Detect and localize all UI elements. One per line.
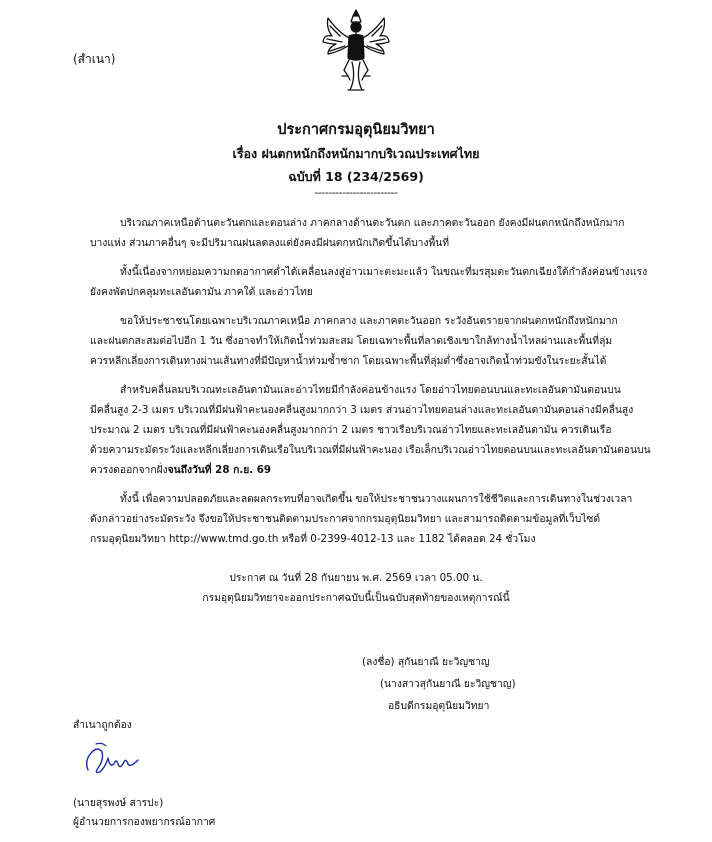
paragraph-line: ทั้งนี้เนื่องจากหย่อมความกดอากาศต่ำได้เคลื่อนลงสู่อ่าวเมาะตะมะแล้ว ในขณะที่มรสุมตะวันตกเฉียงใต้กำลังค่อนข้างแรง [120, 266, 648, 278]
announcement-title: ประกาศกรมอุตุนิยมวิทยา [277, 122, 435, 138]
paragraph-cause [90, 262, 680, 302]
deadline-date: จนถึงวันที่ 28 ก.ย. 69 [167, 464, 272, 476]
paragraph-line: ประมาณ 2 เมตร บริเวณที่มีฝนฟ้าคะนองคลื่นสูงมากกว่า 2 เมตร ชาวเรือบริเวณอ่าวไทยและทะเลอันดามัน ควรเดินเรือ [90, 424, 612, 436]
announce-date: ประกาศ ณ วันที่ 28 กันยายน พ.ศ. 2569 เวลา 05.00 น. [229, 572, 483, 584]
paragraph-line: ควรหลีกเลี่ยงการเดินทางผ่านเส้นทางที่มีปัญหาน้ำท่วมซ้ำซาก โดยเฉพาะพื้นที่ลุ่มต่ำซึ่งอาจเกิดน้ำท่วมขังในระยะสั้นได้ [90, 355, 607, 367]
signatory-signed: (ลงชื่อ) สุกันยาณี ยะวิญชาญ [362, 656, 490, 668]
copy-label: (สำเนา) [73, 52, 116, 66]
paragraph-area-forecast [90, 213, 680, 253]
paragraph-safety [90, 489, 680, 549]
announcement-subject: เรื่อง ฝนตกหนักถึงหนักมากบริเวณประเทศไทย [232, 146, 480, 161]
certified-copy-label: สำเนาถูกต้อง [73, 719, 132, 731]
paragraph-warning [90, 311, 680, 371]
certifier-name: (นายสุรพงษ์ สารปะ) [73, 797, 164, 809]
signatory-position: อธิบดีกรมอุตุนิยมวิทยา [388, 700, 490, 712]
handwritten-signature-icon [82, 740, 140, 780]
paragraph-line: สำหรับคลื่นลมบริเวณทะเลอันดามันและอ่าวไทยมีกำลังค่อนข้างแรง โดยอ่าวไทยตอนบนและทะเลอันดามันตอนบน [120, 384, 621, 396]
issue-number: ฉบับที่ 18 (234/2569) [288, 169, 424, 184]
paragraph-line: ขอให้ประชาชนโดยเฉพาะบริเวณภาคเหนือ ภาคกลาง และภาคตะวันออก ระวังอันตรายจากฝนตกหนักถึงหนักมาก [120, 315, 618, 327]
paragraph-line: ด้วยความระมัดระวังและหลีกเลี่ยงการเดินเรือในบริเวณที่มีฝนฟ้าคะนอง เรือเล็กบริเวณอ่าวไทยตอนบนและทะเลอันดามันตอนบน [90, 444, 651, 456]
signatory-full-name: (นางสาวสุกันยาณี ยะวิญชาญ) [380, 678, 516, 690]
paragraph-line: มีคลื่นสูง 2-3 เมตร บริเวณที่มีฝนฟ้าคะนองคลื่นสูงมากกว่า 3 เมตร ส่วนอ่าวไทยตอนล่างและทะเลอันดามันตอนล่างมีคลื่นสูง [90, 404, 634, 416]
paragraph-line: บางแห่ง ส่วนภาคอื่นๆ จะมีปริมาณฝนลดลงแต่ยังคงมีฝนตกหนักเกิดขึ้นได้บางพื้นที่ [90, 237, 450, 249]
paragraph-line: ยังคงพัดปกคลุมทะเลอันดามัน ภาคใต้ และอ่าวไทย [90, 286, 313, 298]
certifier-position: ผู้อำนวยการกองพยากรณ์อากาศ [73, 816, 216, 828]
announcement-footer [0, 568, 712, 608]
paragraph-line-last [90, 460, 680, 480]
paragraph-line: ดังกล่าวอย่างระมัดระวัง จึงขอให้ประชาชนติดตามประกาศจากกรมอุตุนิยมวิทยา และสามารถติดตามข้อมูลที่เว็บไซต์ [90, 513, 601, 525]
final-note: กรมอุตุนิยมวิทยาจะออกประกาศฉบับนี้เป็นฉบับสุดท้ายของเหตุการณ์นี้ [202, 592, 510, 604]
divider-line: ------------------------ [314, 186, 398, 199]
garuda-emblem-icon [320, 6, 392, 94]
paragraph-line: และฝนตกสะสมต่อไปอีก 1 วัน ซึ่งอาจทำให้เกิดน้ำท่วมสะสม โดยเฉพาะพื้นที่ลาดเชิงเขาใกล้ทางน้ำไหลผ่านและพื้นที่ลุ่ม [90, 335, 613, 347]
paragraph-line: กรมอุตุนิยมวิทยา http://www.tmd.go.th หรือที่ 0-2399-4012-13 และ 1182 ได้ตลอด 24 ชั่วโมง [90, 533, 536, 545]
small-boat-advice: ควรงดออกจากฝั่ง [90, 464, 168, 476]
paragraph-line: ทั้งนี้ เพื่อความปลอดภัยและลดผลกระทบที่อาจเกิดขึ้น ขอให้ประชาชนวางแผนการใช้ชีวิตและการเดินทางในช่วงเวลา [120, 493, 633, 505]
signatory-block [362, 651, 516, 717]
paragraph-line: บริเวณภาคเหนือด้านตะวันตกและตอนล่าง ภาคกลางด้านตะวันตก และภาคตะวันออก ยังคงมีฝนตกหนักถึงหนักมาก [120, 217, 625, 229]
paragraph-marine [90, 380, 680, 480]
